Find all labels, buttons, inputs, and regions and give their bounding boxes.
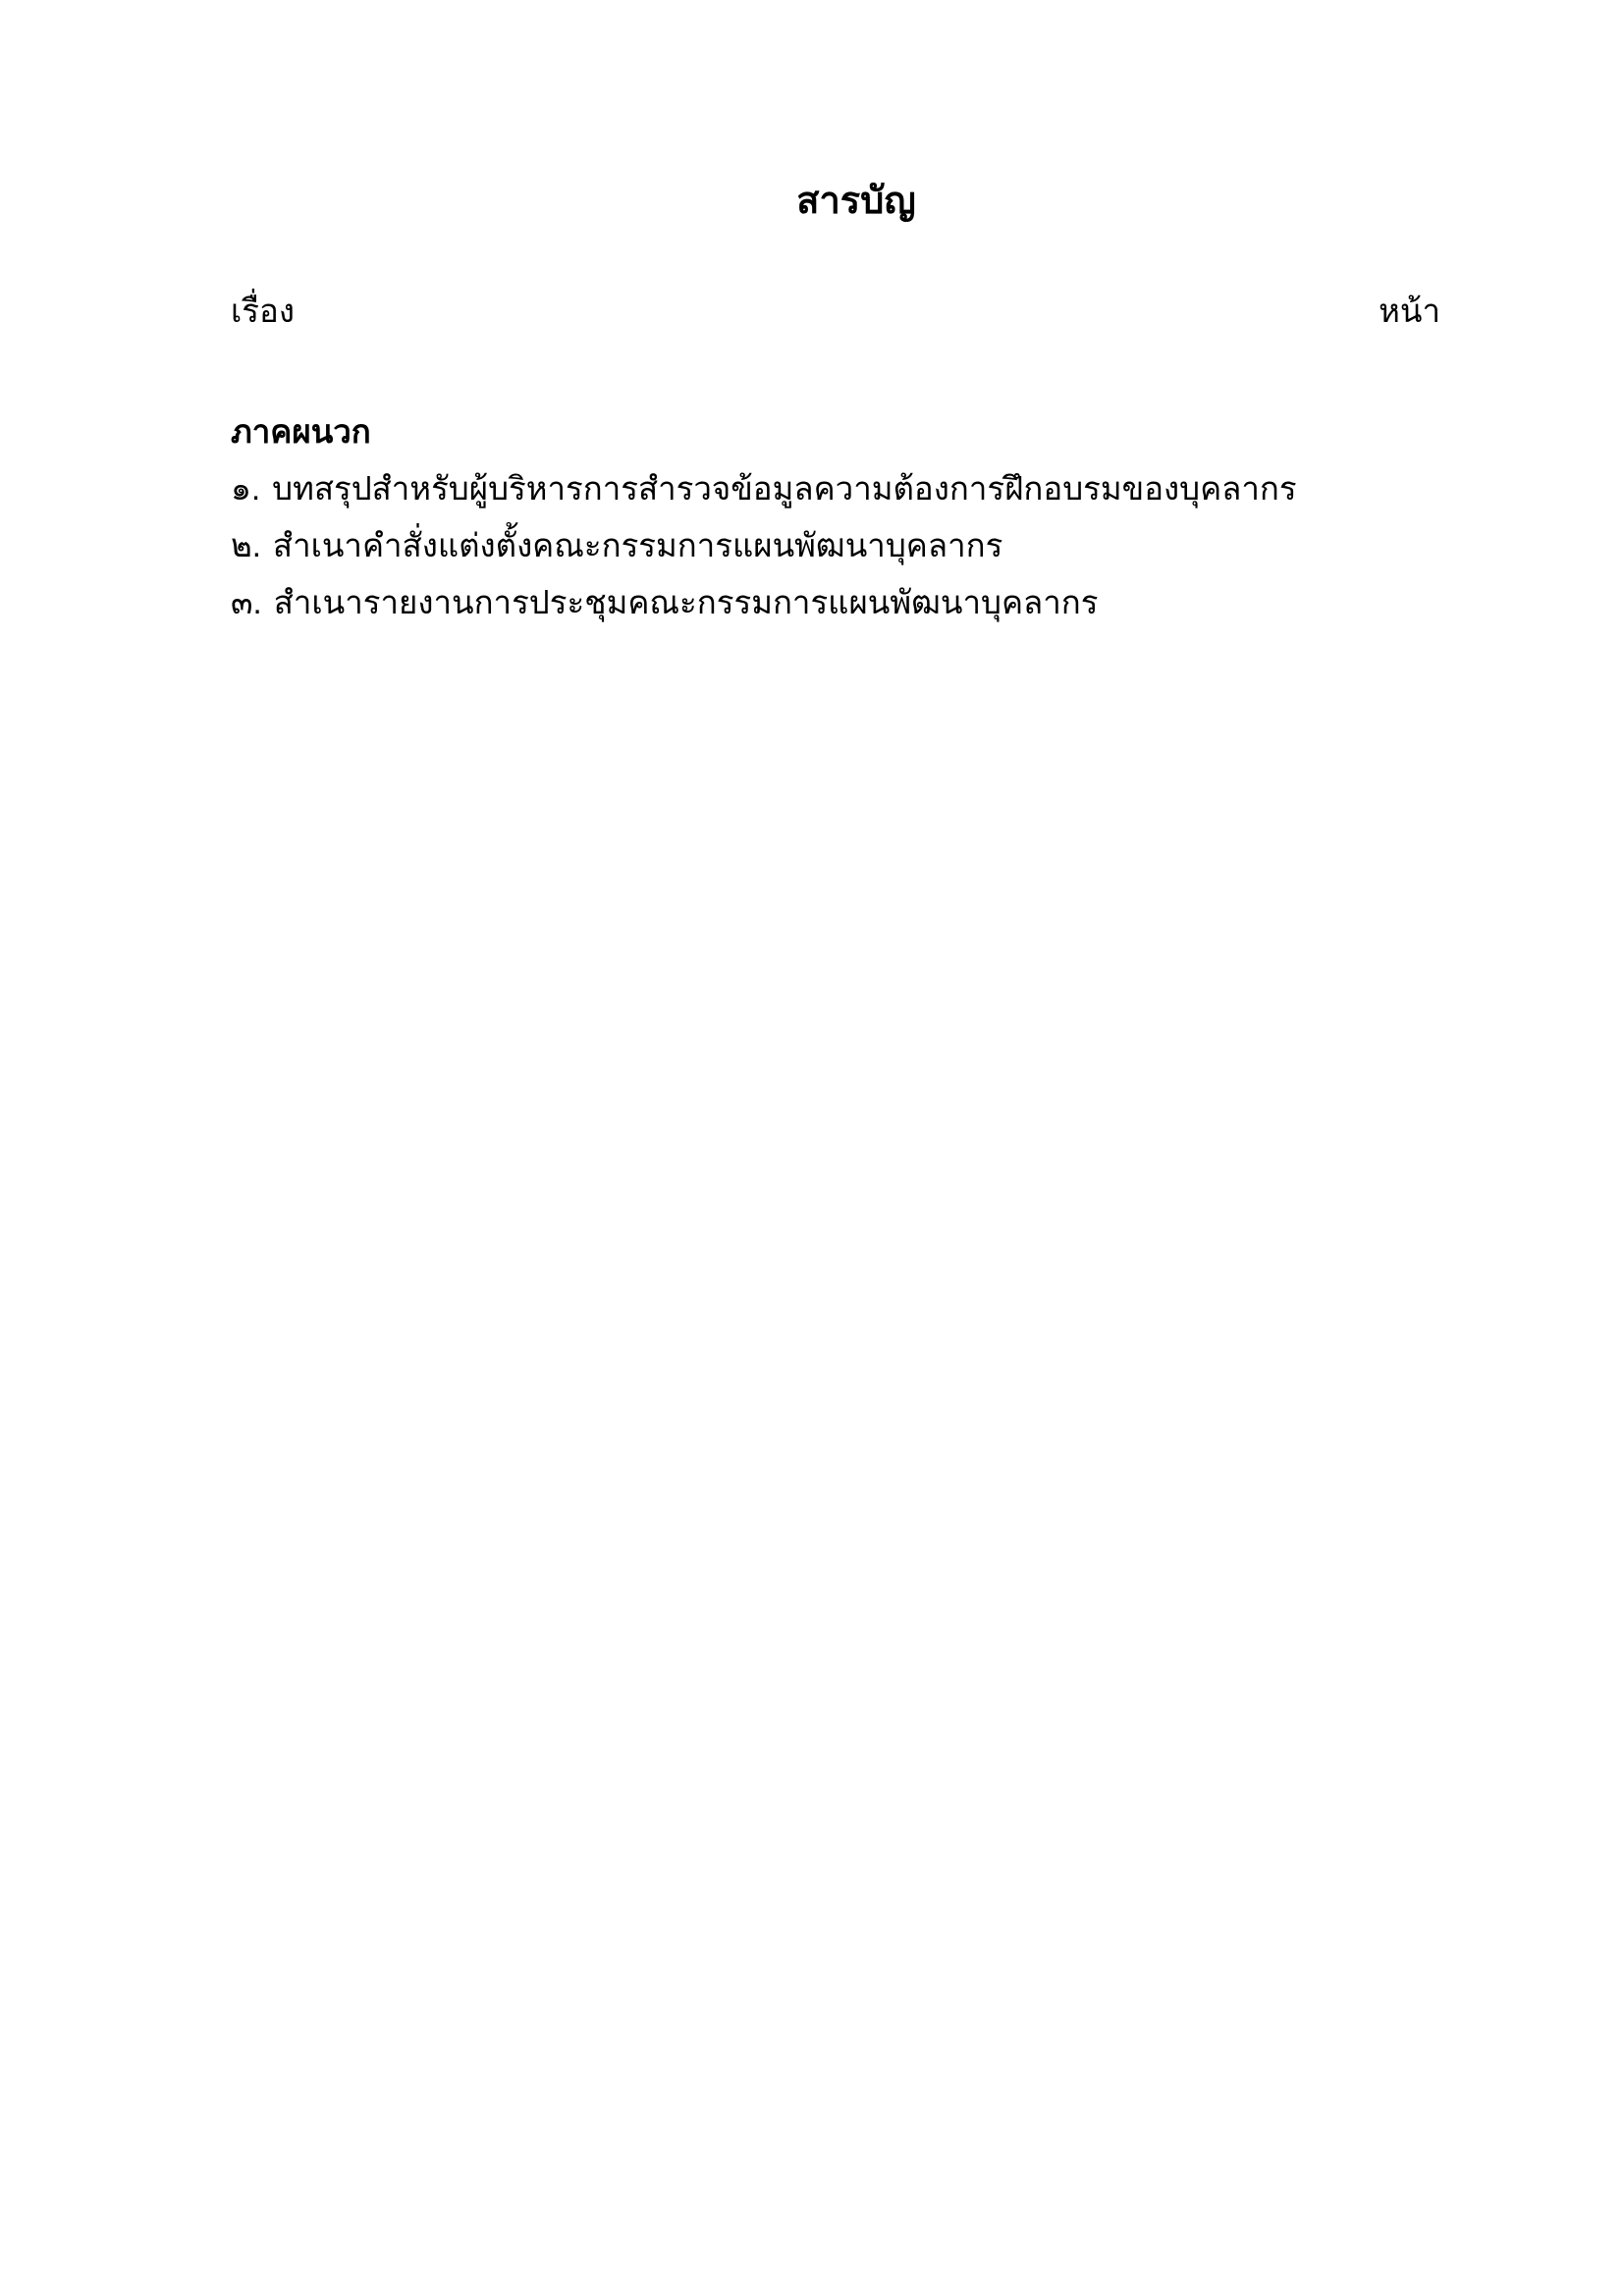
- toc-item-1: [231, 460, 1440, 517]
- toc-item-3-number: ๓.: [231, 584, 262, 620]
- toc-item-1-number: ๑.: [231, 470, 261, 507]
- toc-item-2-number: ๒.: [231, 527, 261, 563]
- toc-item-1-text: บทสรุปสำหรับผู้บริหารการสำรวจข้อมูลความต้องการฝึกอบรมของบุคลากร: [272, 470, 1297, 507]
- toc-header-row: [231, 283, 1440, 340]
- toc-item-2-text: สำเนาคำสั่งแต่งตั้งคณะกรรมการแผนพัฒนาบุคลากร: [272, 527, 1003, 563]
- appendix-heading: ภาคผนวก: [231, 413, 371, 450]
- toc-page-label: หน้า: [1379, 293, 1440, 329]
- page-title: สารบัญ: [796, 181, 916, 222]
- toc-subject-label: เรื่อง: [231, 293, 295, 329]
- toc-item-3-text: สำเนารายงานการประชุมคณะกรรมการแผนพัฒนาบุคลากร: [273, 584, 1099, 620]
- toc-item-3: [231, 574, 1440, 631]
- toc-item-2: [231, 517, 1440, 574]
